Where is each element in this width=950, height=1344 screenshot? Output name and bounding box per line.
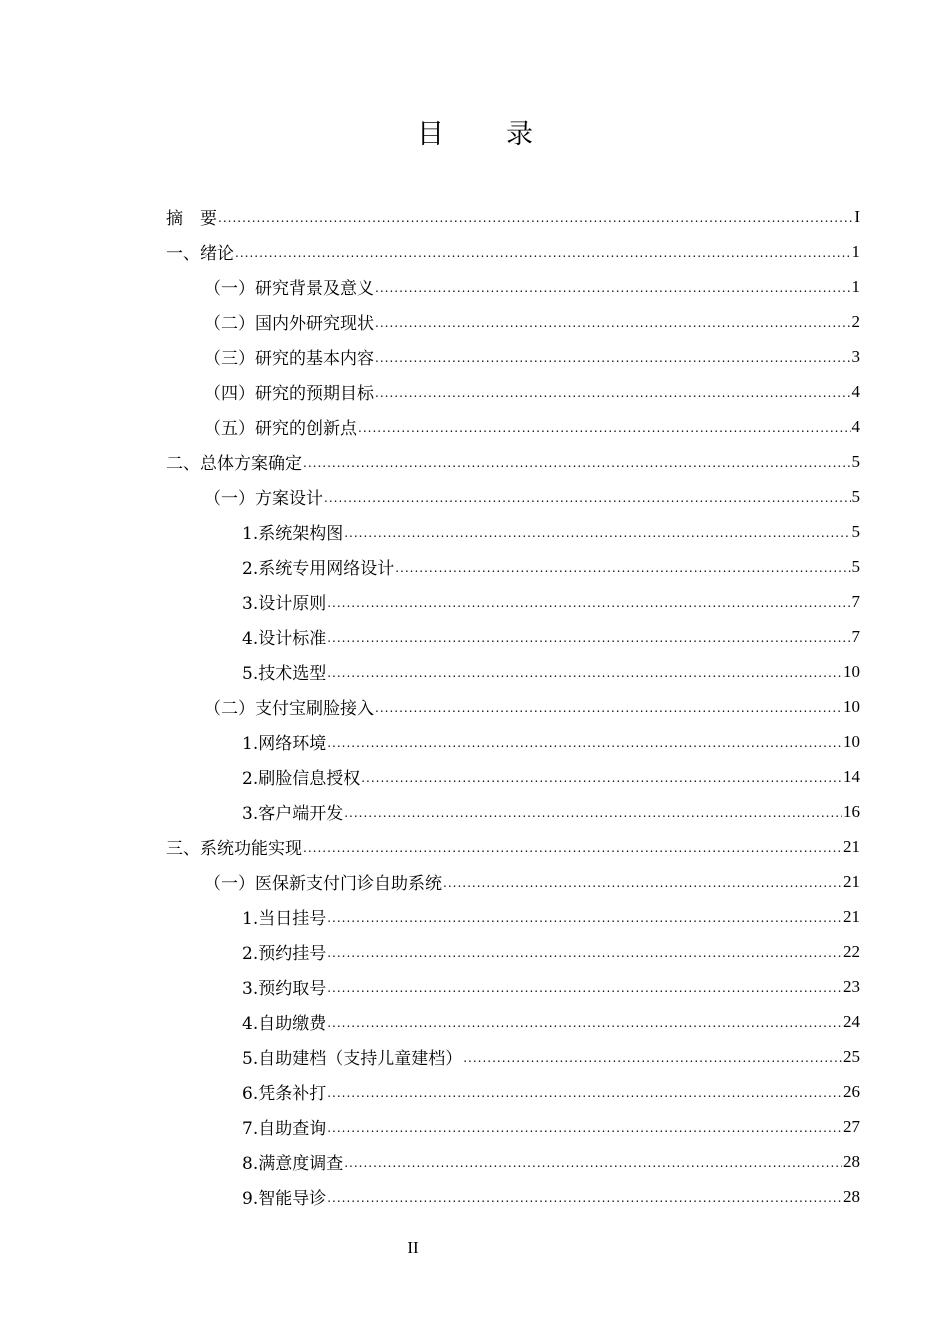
toc-entry-label: 4.设计标准 bbox=[242, 629, 327, 649]
toc-dot-leader bbox=[358, 421, 851, 444]
toc-entry-label: 三、系统功能实现 bbox=[166, 839, 302, 859]
toc-entry[interactable] bbox=[0, 689, 950, 724]
toc-entry[interactable] bbox=[0, 1004, 950, 1039]
toc-dot-leader bbox=[375, 281, 851, 304]
page-title bbox=[0, 112, 950, 151]
toc-entry[interactable] bbox=[0, 724, 950, 759]
toc-entry-page: 24 bbox=[843, 1011, 860, 1031]
toc-entry-page: 23 bbox=[843, 976, 860, 996]
toc-dot-leader bbox=[303, 456, 851, 479]
toc-entry-label: 5.技术选型 bbox=[242, 664, 327, 684]
toc-entry-page: 3 bbox=[851, 346, 860, 366]
toc-entry[interactable] bbox=[0, 444, 950, 479]
toc-entry-page: 7 bbox=[851, 626, 860, 646]
toc-entry-page: 1 bbox=[851, 276, 860, 296]
toc-entry-label: 4.自助缴费 bbox=[242, 1014, 327, 1034]
toc-entry-label: 二、总体方案确定 bbox=[166, 454, 302, 474]
toc-dot-leader bbox=[375, 351, 851, 374]
toc-entry-page: 4 bbox=[851, 381, 860, 401]
toc-entry-label: 2.预约挂号 bbox=[242, 944, 327, 964]
toc-entry[interactable] bbox=[0, 934, 950, 969]
toc-dot-leader bbox=[327, 946, 842, 969]
toc-entry-label: 9.智能导诊 bbox=[242, 1189, 327, 1209]
toc-entry[interactable] bbox=[0, 199, 950, 234]
toc-dot-leader bbox=[327, 1121, 842, 1144]
toc-dot-leader bbox=[327, 911, 842, 934]
toc-entry-label: 摘 要 bbox=[166, 209, 217, 229]
toc-dot-leader bbox=[344, 526, 850, 549]
toc-entry[interactable] bbox=[0, 409, 950, 444]
toc-entry-page: 10 bbox=[843, 731, 860, 751]
toc-entry-page: 21 bbox=[843, 836, 860, 856]
toc-entry-page: 14 bbox=[843, 766, 860, 786]
toc-entry[interactable] bbox=[0, 654, 950, 689]
page-number: II bbox=[407, 1238, 419, 1257]
toc-entry-page: 21 bbox=[843, 871, 860, 891]
toc-dot-leader bbox=[375, 701, 842, 724]
toc-entry[interactable] bbox=[0, 759, 950, 794]
toc-entry[interactable] bbox=[0, 1074, 950, 1109]
toc-entry[interactable] bbox=[0, 549, 950, 584]
toc-entry-label: 2.刷脸信息授权 bbox=[242, 769, 361, 789]
toc-entry-label: （二）支付宝刷脸接入 bbox=[204, 699, 374, 719]
toc-entry[interactable] bbox=[0, 899, 950, 934]
toc-entry[interactable] bbox=[0, 374, 950, 409]
toc-entry-page: 5 bbox=[851, 486, 860, 506]
toc-entry-page: 25 bbox=[843, 1046, 860, 1066]
toc-entry-label: （四）研究的预期目标 bbox=[204, 384, 374, 404]
toc-dot-leader bbox=[303, 841, 842, 864]
toc-entry-label: 5.自助建档（支持儿童建档） bbox=[242, 1049, 463, 1069]
toc-entry-page: 28 bbox=[843, 1186, 860, 1206]
toc-dot-leader bbox=[327, 1191, 842, 1214]
toc-entry-page: 2 bbox=[851, 311, 860, 331]
toc-entry-label: （五）研究的创新点 bbox=[204, 419, 357, 439]
toc-entry-page: 26 bbox=[843, 1081, 860, 1101]
toc-entry[interactable] bbox=[0, 1039, 950, 1074]
toc-entry-label: 3.设计原则 bbox=[242, 594, 327, 614]
toc-entry[interactable] bbox=[0, 234, 950, 269]
toc-dot-leader bbox=[327, 666, 842, 689]
toc-dot-leader bbox=[375, 316, 851, 339]
toc-entry-page: 10 bbox=[843, 696, 860, 716]
toc-entry-page: 10 bbox=[843, 661, 860, 681]
toc-entry[interactable] bbox=[0, 969, 950, 1004]
toc-entry[interactable] bbox=[0, 339, 950, 374]
toc-entry[interactable] bbox=[0, 1179, 950, 1214]
toc-entry-label: 一、绪论 bbox=[166, 244, 234, 264]
toc-entry-label: （一）方案设计 bbox=[204, 489, 323, 509]
toc-entry[interactable] bbox=[0, 864, 950, 899]
title-char-right: 录 bbox=[506, 119, 533, 150]
toc-dot-leader bbox=[344, 806, 842, 829]
toc-dot-leader bbox=[463, 1051, 842, 1074]
toc-entry[interactable] bbox=[0, 584, 950, 619]
toc-entry[interactable] bbox=[0, 479, 950, 514]
toc-entry[interactable] bbox=[0, 514, 950, 549]
table-of-contents bbox=[0, 199, 950, 1214]
toc-entry-label: （二）国内外研究现状 bbox=[204, 314, 374, 334]
toc-entry-page: 4 bbox=[851, 416, 860, 436]
toc-dot-leader bbox=[218, 211, 853, 234]
toc-entry-page: 27 bbox=[843, 1116, 860, 1136]
toc-entry-page: 5 bbox=[851, 451, 860, 471]
toc-entry-label: 1.系统架构图 bbox=[242, 524, 344, 544]
toc-entry[interactable] bbox=[0, 619, 950, 654]
toc-entry[interactable] bbox=[0, 304, 950, 339]
toc-dot-leader bbox=[235, 246, 851, 269]
toc-dot-leader bbox=[395, 561, 850, 584]
toc-dot-leader bbox=[327, 1016, 842, 1039]
toc-dot-leader bbox=[344, 1156, 842, 1179]
toc-entry-label: （三）研究的基本内容 bbox=[204, 349, 374, 369]
toc-dot-leader bbox=[327, 981, 842, 1004]
toc-entry[interactable] bbox=[0, 1144, 950, 1179]
toc-entry-label: 1.网络环境 bbox=[242, 734, 327, 754]
toc-entry-page: 5 bbox=[851, 556, 860, 576]
toc-dot-leader bbox=[361, 771, 842, 794]
toc-entry-page: 7 bbox=[851, 591, 860, 611]
toc-entry[interactable] bbox=[0, 794, 950, 829]
toc-entry-page: I bbox=[854, 206, 860, 226]
toc-entry-label: （一）研究背景及意义 bbox=[204, 279, 374, 299]
toc-entry-page: 5 bbox=[851, 521, 860, 541]
toc-entry-page: 21 bbox=[843, 906, 860, 926]
title-char-left: 目 bbox=[417, 119, 444, 150]
toc-dot-leader bbox=[375, 386, 851, 409]
toc-dot-leader bbox=[327, 631, 850, 654]
toc-dot-leader bbox=[324, 491, 851, 514]
toc-entry-label: 2.系统专用网络设计 bbox=[242, 559, 395, 579]
toc-dot-leader bbox=[327, 1086, 842, 1109]
toc-entry[interactable] bbox=[0, 1109, 950, 1144]
toc-entry-page: 1 bbox=[851, 241, 860, 261]
toc-entry-label: 3.客户端开发 bbox=[242, 804, 344, 824]
toc-entry-label: 8.满意度调查 bbox=[242, 1154, 344, 1174]
toc-dot-leader bbox=[443, 876, 842, 899]
toc-entry-label: （一）医保新支付门诊自助系统 bbox=[204, 874, 442, 894]
toc-entry[interactable] bbox=[0, 829, 950, 864]
toc-dot-leader bbox=[327, 736, 842, 759]
toc-entry-label: 7.自助查询 bbox=[242, 1119, 327, 1139]
toc-entry-label: 1.当日挂号 bbox=[242, 909, 327, 929]
toc-entry[interactable] bbox=[0, 269, 950, 304]
toc-dot-leader bbox=[327, 596, 850, 619]
toc-entry-page: 22 bbox=[843, 941, 860, 961]
toc-entry-page: 28 bbox=[843, 1151, 860, 1171]
toc-entry-label: 3.预约取号 bbox=[242, 979, 327, 999]
toc-entry-page: 16 bbox=[843, 801, 860, 821]
toc-entry-label: 6.凭条补打 bbox=[242, 1084, 327, 1104]
